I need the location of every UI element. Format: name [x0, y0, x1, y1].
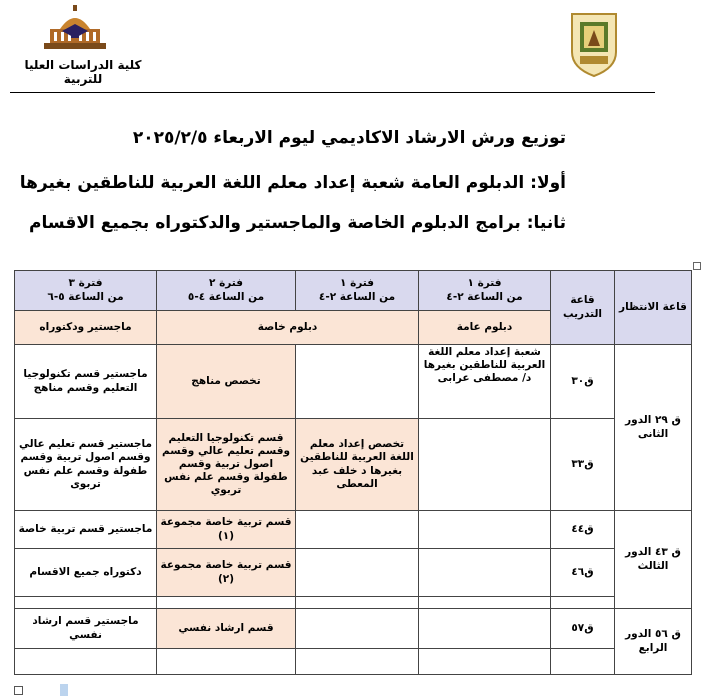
special-diploma-cell — [157, 649, 296, 675]
period-1-cell — [296, 511, 419, 549]
general-diploma-cell — [419, 597, 551, 609]
special-diploma-cell: قسم تربية خاصة مجموعة (١) — [157, 511, 296, 549]
room-cell: ق٤٦ — [551, 549, 615, 597]
section-heading-1: أولا: الدبلوم العامة شعبة إعداد معلم اللغة العربية للناطقين بغيرها — [19, 173, 566, 193]
room-cell — [551, 597, 615, 609]
period-1-cell — [296, 649, 419, 675]
header-period-1a: فترة ١ من الساعة ٢-٤ — [419, 271, 551, 311]
period-1-cell — [296, 597, 419, 609]
masters-cell — [15, 597, 157, 609]
subheader-special-diploma: دبلوم خاصة — [157, 311, 419, 345]
masters-cell: ماجستير قسم تربية خاصة — [15, 511, 157, 549]
special-diploma-cell: قسم تكنولوجيا التعليم وقسم تعليم عالي وقسم اصول تربية وقسم طفولة وقسم علم نفس تربوي — [157, 419, 296, 511]
period-1-cell — [296, 549, 419, 597]
header-period-2: فترة ٢ من الساعة ٤-٥ — [157, 271, 296, 311]
schedule-table — [14, 270, 692, 675]
page-title: توزيع ورش الارشاد الاكاديمي ليوم الاربعاء ٢٠٢٥/٢/٥ — [132, 128, 566, 148]
general-diploma-cell — [419, 649, 551, 675]
special-diploma-cell: قسم تربية خاصة مجموعة (٢) — [157, 549, 296, 597]
college-name: كلية الدراسات العليا للتربية — [24, 58, 142, 86]
masters-cell: ماجستير قسم تكنولوجيا التعليم وقسم مناهج — [15, 345, 157, 419]
general-diploma-cell — [419, 419, 551, 511]
period-1-cell — [296, 345, 419, 419]
room-cell: ق٣٣ — [551, 419, 615, 511]
general-diploma-cell — [419, 549, 551, 597]
masters-cell: دكتوراه جميع الاقسام — [15, 549, 157, 597]
masters-cell — [15, 649, 157, 675]
masters-cell: ماجستير قسم تعليم عالي وقسم اصول تربية وقسم طفولة وقسم علم نفس تربوى — [15, 419, 157, 511]
general-diploma-cell — [419, 609, 551, 649]
subheader-masters-doctorate: ماجستير ودكتوراه — [15, 311, 157, 345]
special-diploma-cell — [157, 597, 296, 609]
period-1-cell — [296, 609, 419, 649]
room-cell: ق٤٤ — [551, 511, 615, 549]
special-diploma-cell: قسم ارشاد نفسي — [157, 609, 296, 649]
cursor-marker — [60, 684, 68, 696]
ain-shams-university-logo — [570, 12, 618, 78]
period-1-cell: تخصص إعداد معلم اللغة العربية للناطقين بغيرها د خلف عبد المعطى — [296, 419, 419, 511]
header-period-1b: فترة ١ من الساعة ٢-٤ — [296, 271, 419, 311]
waiting-hall-group-2: ق ٤٣ الدور الثالث — [615, 511, 692, 609]
general-diploma-cell — [419, 511, 551, 549]
table-anchor-icon — [693, 262, 701, 270]
header-divider — [10, 92, 655, 93]
header-training-hall: قاعة التدريب — [551, 271, 615, 345]
room-cell: ق٥٧ — [551, 609, 615, 649]
room-cell: ق٣٠ — [551, 345, 615, 419]
section-heading-2: ثانيا: برامج الدبلوم الخاصة والماجستير والدكتوراه بجميع الاقسام — [29, 213, 566, 233]
waiting-hall-group-3: ق ٥٦ الدور الرابع — [615, 609, 692, 675]
header-waiting-hall: قاعة الانتظار — [615, 271, 692, 345]
graduate-school-logo — [40, 5, 110, 55]
masters-cell: ماجستير قسم ارشاد نفسي — [15, 609, 157, 649]
header-period-3: فترة ٣ من الساعة ٥-٦ — [15, 271, 157, 311]
checkbox-icon — [14, 686, 23, 695]
room-cell — [551, 649, 615, 675]
waiting-hall-group-1: ق ٢٩ الدور الثانى — [615, 345, 692, 511]
special-diploma-cell: تخصص مناهج — [157, 345, 296, 419]
general-diploma-cell: شعبة إعداد معلم اللغة العربية للناطقين بغيرها د/ مصطفى عرابى — [419, 345, 551, 419]
subheader-general-diploma: دبلوم عامة — [419, 311, 551, 345]
